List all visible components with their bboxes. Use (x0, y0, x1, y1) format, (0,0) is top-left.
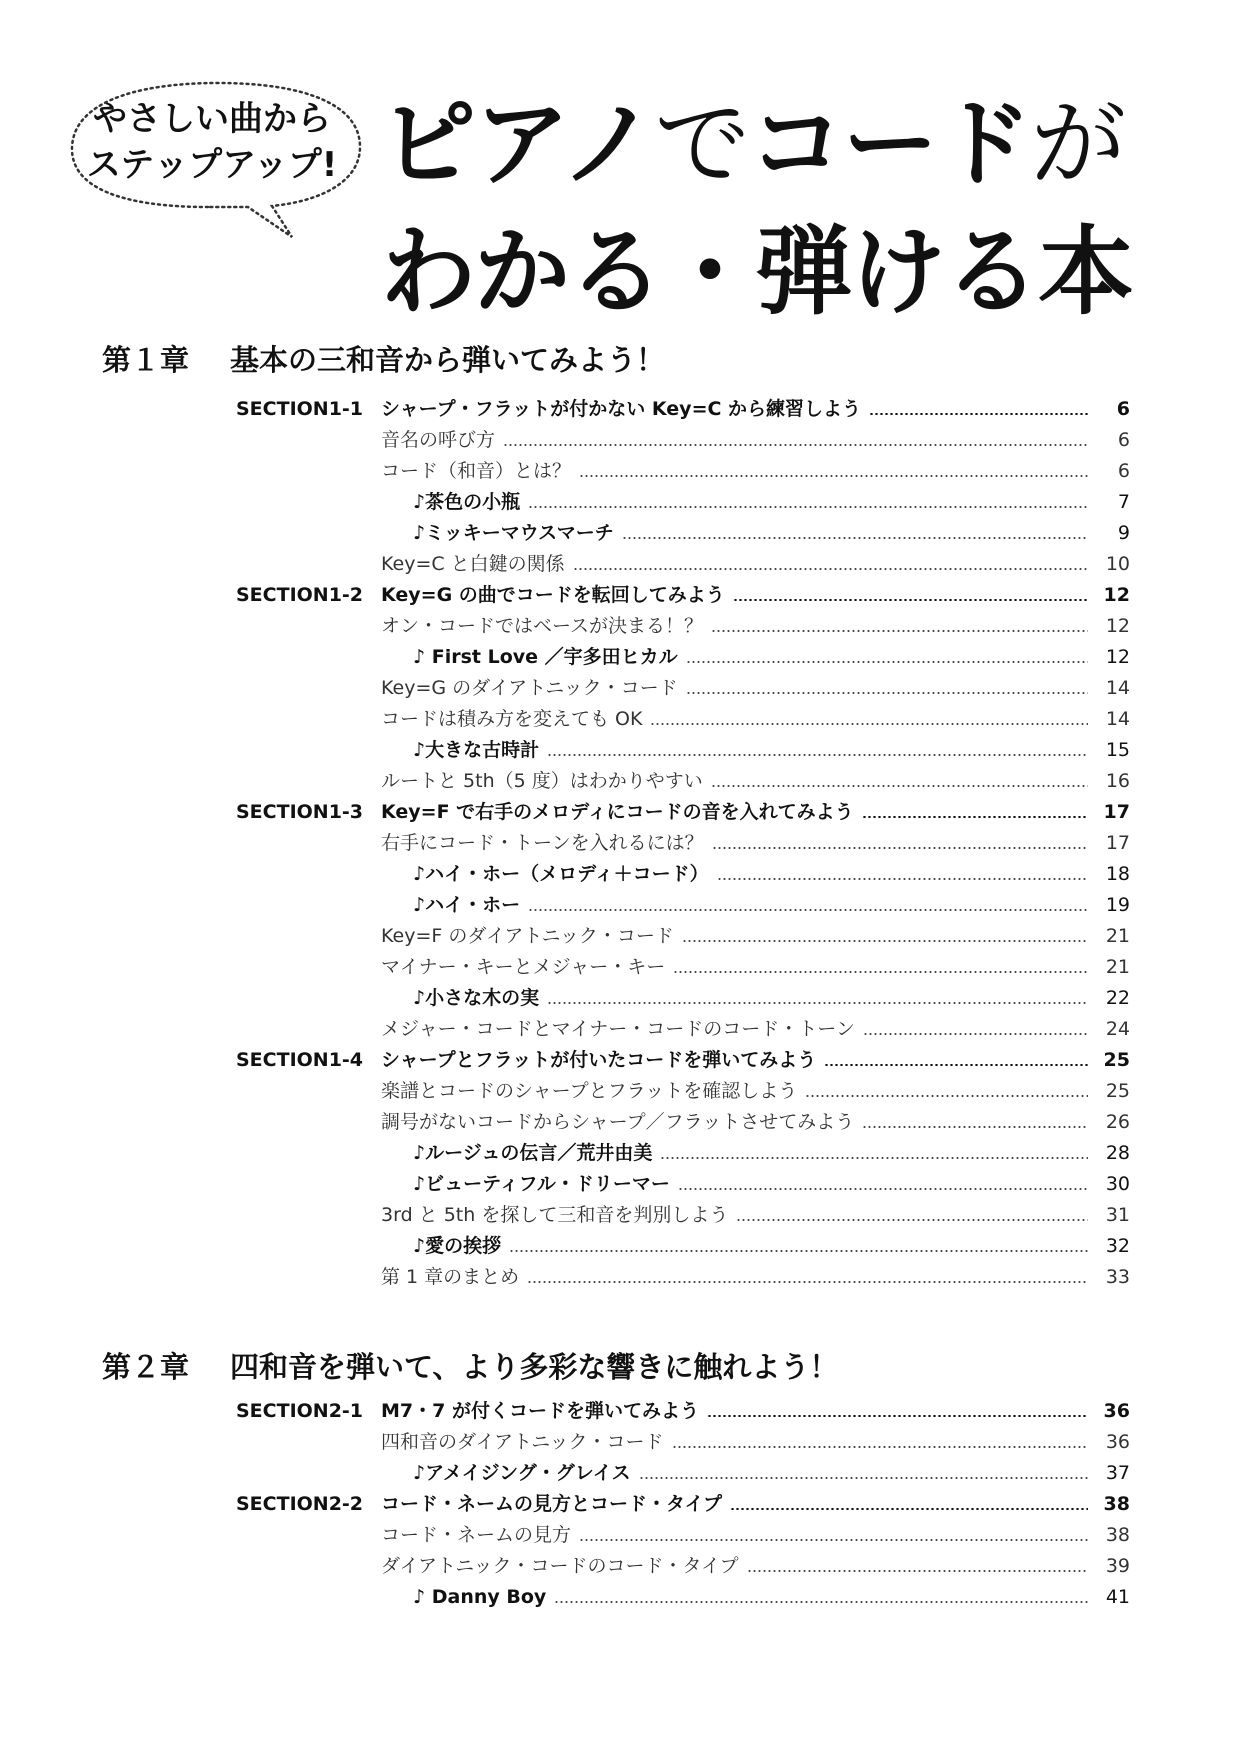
chapter-2-title: 四和音を弾いて、より多彩な響きに触れよう！ (230, 1350, 839, 1384)
toc-entry-text: Key=F で右手のメロディにコードの音を入れてみよう (381, 801, 854, 823)
page-number: 28 (1105, 1142, 1130, 1164)
chapter-1-number: 第１章 (102, 343, 190, 377)
toc-entry-text: ♪ミッキーマウスマーチ (413, 522, 614, 544)
page-number: 39 (1105, 1555, 1130, 1577)
toc-entry-text: ♪アメイジング・グレイス (413, 1462, 631, 1484)
dot-leader (622, 537, 1088, 539)
toc-row (0, 1014, 1240, 1045)
page-number: 37 (1105, 1462, 1130, 1484)
page-number: 24 (1105, 1018, 1130, 1040)
toc-section-row (0, 394, 1240, 425)
page-number: 6 (1117, 429, 1130, 451)
toc-entry-text: ♪ルージュの伝言／荒井由美 (413, 1142, 653, 1164)
dot-leader (672, 1446, 1088, 1448)
page-number: 26 (1105, 1111, 1130, 1133)
dot-leader (547, 754, 1088, 756)
dot-leader (805, 1095, 1088, 1097)
toc-entry (381, 425, 1130, 456)
page-number: 14 (1105, 708, 1130, 730)
dot-leader (824, 1064, 1088, 1066)
toc-entry-text: ♪ハイ・ホー (413, 894, 521, 916)
dot-leader (509, 1250, 1088, 1252)
dot-leader (527, 1281, 1088, 1283)
toc-entry (381, 580, 1130, 611)
title-line-1 (380, 80, 1132, 208)
toc-row (0, 549, 1240, 580)
toc-row (0, 1200, 1240, 1231)
page-number: 16 (1105, 770, 1130, 792)
toc-entry-text: 音名の呼び方 (381, 429, 496, 451)
toc-entry (413, 983, 1130, 1014)
toc-entry (413, 890, 1130, 921)
toc-entry-text: オン・コードではベースが決まる！？ (381, 615, 704, 637)
dot-leader (730, 1508, 1088, 1510)
chapter-1-heading (102, 340, 665, 380)
toc-entry-text: 3rd と 5th を探して三和音を判別しよう (381, 1204, 729, 1226)
toc-entry (381, 611, 1130, 642)
toc-entry-text: ♪ビューティフル・ドリーマー (413, 1173, 670, 1195)
dot-leader (678, 1188, 1088, 1190)
toc-entry (413, 642, 1130, 673)
dot-leader (711, 785, 1088, 787)
toc-entry (381, 1262, 1130, 1293)
section-label: SECTION1-3 (236, 801, 364, 823)
toc-row (0, 952, 1240, 983)
toc-section-row (0, 1045, 1240, 1076)
toc-entry-text: コード・ネームの見方とコード・タイプ (381, 1493, 723, 1515)
dot-leader (650, 723, 1088, 725)
toc-entry (381, 1014, 1130, 1045)
toc-entry-text: マイナー・キーとメジャー・キー (381, 956, 666, 978)
title-de: で (654, 88, 749, 200)
section-label: SECTION1-2 (236, 584, 364, 606)
page-number: 17 (1105, 832, 1130, 854)
dot-leader (707, 1415, 1088, 1417)
chapter-2-heading (102, 1347, 838, 1387)
dot-leader (863, 1033, 1088, 1035)
toc-entry-text: シャープ・フラットが付かない Key=C から練習しよう (381, 398, 862, 420)
chapter-1-title: 基本の三和音から弾いてみよう！ (230, 343, 666, 377)
toc-entry-text: Key=C と白鍵の関係 (381, 553, 565, 575)
toc-entry-text: ♪愛の挨拶 (413, 1235, 502, 1257)
toc-row (0, 1107, 1240, 1138)
toc-entry-text: メジャー・コードとマイナー・コードのコード・トーン (381, 1018, 855, 1040)
toc-row (0, 1262, 1240, 1293)
dot-leader (673, 971, 1088, 973)
page-number: 12 (1103, 584, 1130, 606)
title-ga: が (1030, 88, 1125, 200)
toc-entry (381, 1076, 1130, 1107)
toc-entry-text: ♪ Danny Boy (413, 1586, 547, 1608)
page-number: 15 (1105, 739, 1130, 761)
toc-entry-text: コードは積み方を変えても OK (381, 708, 643, 730)
toc-entry-text: M7・7 が付くコードを弾いてみよう (381, 1400, 699, 1422)
toc-entry (413, 487, 1130, 518)
dot-leader (579, 475, 1088, 477)
dot-leader (547, 1002, 1088, 1004)
section-label: SECTION2-1 (236, 1400, 364, 1422)
toc-entry-text: ♪小さな木の実 (413, 987, 540, 1009)
toc-entry (381, 1200, 1130, 1231)
toc-song-row (0, 1169, 1240, 1200)
toc-entry-text: コード・ネームの見方 (381, 1524, 572, 1546)
dot-leader (862, 816, 1088, 818)
dot-leader (639, 1477, 1088, 1479)
toc-song-row (0, 1582, 1240, 1613)
page-number: 33 (1105, 1266, 1130, 1288)
toc-entry-text: ダイアトニック・コードのコード・タイプ (381, 1555, 739, 1577)
toc-entry (381, 549, 1130, 580)
page-number: 21 (1105, 956, 1130, 978)
dot-leader (747, 1570, 1088, 1572)
dot-leader (862, 1126, 1088, 1128)
toc-entry (413, 1231, 1130, 1262)
toc-entry (413, 1458, 1130, 1489)
dot-leader (711, 630, 1088, 632)
toc-song-row (0, 642, 1240, 673)
toc-row (0, 828, 1240, 859)
toc-entry (413, 1582, 1130, 1613)
bubble-caption (72, 96, 352, 188)
toc-section-row (0, 797, 1240, 828)
toc-entry (381, 1427, 1130, 1458)
toc-row (0, 921, 1240, 952)
toc-entry (381, 797, 1130, 828)
page-number: 25 (1105, 1080, 1130, 1102)
dot-leader (733, 599, 1088, 601)
toc-section-row (0, 580, 1240, 611)
page-number: 22 (1105, 987, 1130, 1009)
toc-entry (381, 828, 1130, 859)
toc-entry (381, 1489, 1130, 1520)
toc-entry-text: Key=G のダイアトニック・コード (381, 677, 678, 699)
chapter-2-number: 第２章 (102, 1350, 190, 1384)
toc-entry-text: 第 1 章のまとめ (381, 1266, 520, 1288)
toc-song-row (0, 735, 1240, 766)
toc-entry-text: ♪茶色の小瓶 (413, 491, 521, 513)
toc-entry-text: 調号がないコードからシャープ／フラットさせてみよう (381, 1111, 855, 1133)
page-number: 25 (1103, 1049, 1130, 1071)
title-piano: ピアノ (380, 88, 655, 200)
section-label: SECTION2-2 (236, 1493, 364, 1515)
toc-entry (381, 766, 1130, 797)
page-number: 12 (1105, 615, 1130, 637)
toc-entry-text: シャープとフラットが付いたコードを弾いてみよう (381, 1049, 817, 1071)
page-number: 7 (1117, 491, 1130, 513)
toc-entry-text: Key=F のダイアトニック・コード (381, 925, 674, 947)
toc-row (0, 704, 1240, 735)
toc-song-row (0, 859, 1240, 890)
toc-entry (413, 1138, 1130, 1169)
dot-leader (554, 1601, 1088, 1603)
toc-entry (381, 394, 1130, 425)
toc-entry-text: ルートと 5th（5 度）はわかりやすい (381, 770, 703, 792)
dot-leader (686, 692, 1088, 694)
toc-entry-text: 楽譜とコードのシャープとフラットを確認しよう (381, 1080, 798, 1102)
toc-entry-text: ♪ First Love ／宇多田ヒカル (413, 646, 678, 668)
toc-entry (413, 518, 1130, 549)
toc-row (0, 425, 1240, 456)
toc-entry-text: Key=G の曲でコードを転回してみよう (381, 584, 725, 606)
dot-leader (682, 940, 1088, 942)
page-number: 36 (1103, 1400, 1130, 1422)
toc-row (0, 1076, 1240, 1107)
toc-song-row (0, 1138, 1240, 1169)
toc-section-row (0, 1396, 1240, 1427)
toc-entry (413, 859, 1130, 890)
page-number: 38 (1105, 1524, 1130, 1546)
dot-leader (528, 909, 1088, 911)
toc-row (0, 766, 1240, 797)
page-number: 14 (1105, 677, 1130, 699)
toc-row (0, 456, 1240, 487)
toc-entry (413, 735, 1130, 766)
toc-row (0, 611, 1240, 642)
dot-leader (686, 661, 1088, 663)
toc-entry (381, 952, 1130, 983)
page-number: 21 (1105, 925, 1130, 947)
toc-entry (381, 1107, 1130, 1138)
toc-entry (381, 1396, 1130, 1427)
toc-entry-text: 右手にコード・トーンを入れるには？ (381, 832, 704, 854)
toc-entry (381, 921, 1130, 952)
toc-song-row (0, 1231, 1240, 1262)
toc-entry (381, 1551, 1130, 1582)
toc-entry (413, 1169, 1130, 1200)
page-number: 6 (1117, 460, 1130, 482)
toc-entry (381, 456, 1130, 487)
dot-leader (528, 506, 1088, 508)
title-line-2: わかる・弾ける本 (380, 216, 1132, 328)
dot-leader (579, 1539, 1088, 1541)
page-number: 41 (1105, 1586, 1130, 1608)
toc-row (0, 1427, 1240, 1458)
page-number: 32 (1105, 1235, 1130, 1257)
toc-song-row (0, 518, 1240, 549)
dot-leader (717, 878, 1088, 880)
toc-entry (381, 1520, 1130, 1551)
page-number: 10 (1105, 553, 1130, 575)
dot-leader (736, 1219, 1088, 1221)
bubble-line-1: やさしい曲から (93, 99, 331, 139)
toc-entry-text: ♪大きな古時計 (413, 739, 540, 761)
page-number: 30 (1105, 1173, 1130, 1195)
toc-entry-text: 四和音のダイアトニック・コード (381, 1431, 664, 1453)
toc-entry (381, 673, 1130, 704)
toc-row (0, 1520, 1240, 1551)
page-number: 6 (1116, 398, 1130, 420)
toc-entry (381, 704, 1130, 735)
toc-song-row (0, 983, 1240, 1014)
bubble-line-2: ステップアップ! (86, 145, 338, 185)
page-number: 38 (1103, 1493, 1130, 1515)
toc-entry (381, 1045, 1130, 1076)
page-number: 31 (1105, 1204, 1130, 1226)
page-number: 36 (1105, 1431, 1130, 1453)
page-number: 17 (1103, 801, 1130, 823)
toc-song-row (0, 1458, 1240, 1489)
toc-entry-text: コード（和音）とは？ (381, 460, 572, 482)
toc-song-row (0, 487, 1240, 518)
section-label: SECTION1-1 (236, 398, 364, 420)
page-number: 9 (1117, 522, 1130, 544)
toc-row (0, 673, 1240, 704)
section-label: SECTION1-4 (236, 1049, 364, 1071)
page-number: 12 (1105, 646, 1130, 668)
dot-leader (712, 847, 1088, 849)
toc-song-row (0, 890, 1240, 921)
book-title (380, 80, 1132, 336)
dot-leader (573, 568, 1088, 570)
toc-entry-text: ♪ハイ・ホー（メロディ＋コード） (413, 863, 709, 885)
toc-row (0, 1551, 1240, 1582)
dot-leader (869, 413, 1088, 415)
dot-leader (660, 1157, 1088, 1159)
dot-leader (503, 444, 1088, 446)
title-code: コード (748, 88, 1031, 200)
page-number: 19 (1105, 894, 1130, 916)
page-number: 18 (1105, 863, 1130, 885)
toc-section-row (0, 1489, 1240, 1520)
